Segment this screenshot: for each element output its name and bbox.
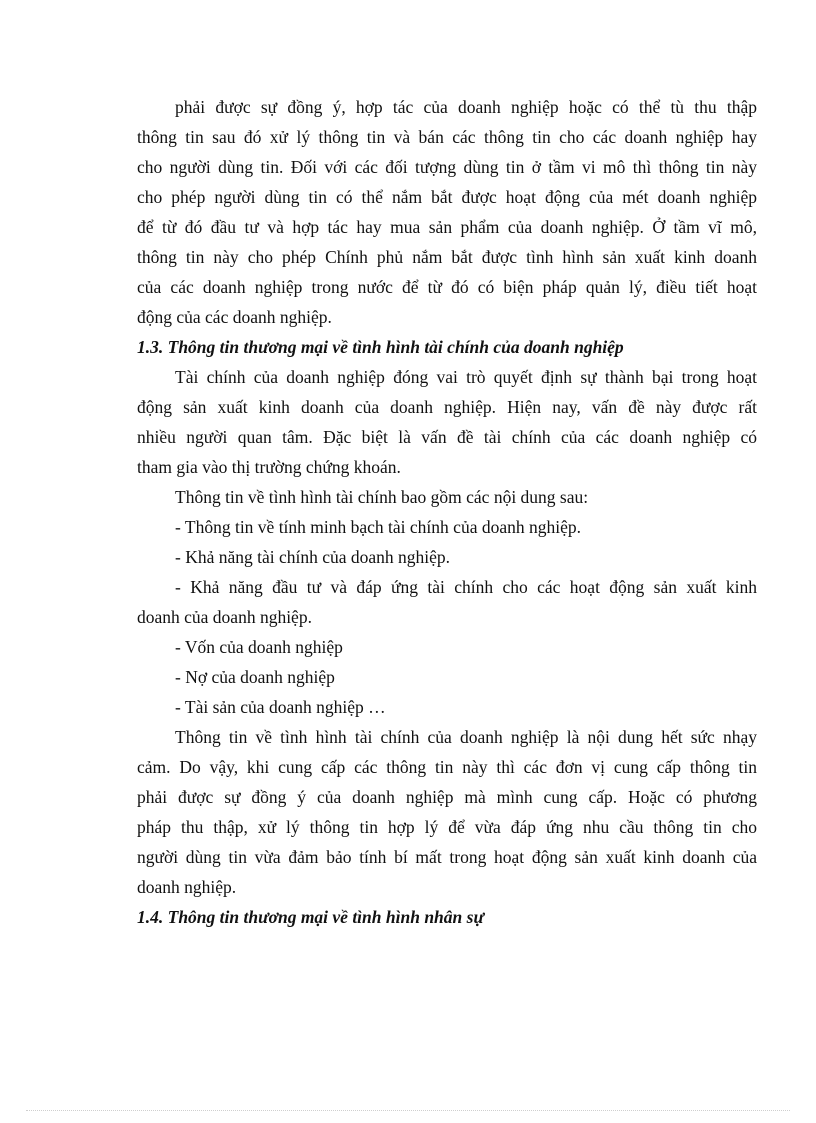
text-line: phải được sự đồng ý của doanh nghiệp mà mình cung cấp. Hoặc có phương xyxy=(137,787,757,807)
text-line: cho người dùng tin. Đối với các đối tượng dùng tin ở tầm vi mô thì thông tin này xyxy=(137,157,757,177)
list-item: - Khả năng đầu tư và đáp ứng tài chính cho các hoạt động sản xuất kinh xyxy=(175,577,757,597)
text-line: Thông tin về tình hình tài chính của doanh nghiệp là nội dung hết sức nhạy xyxy=(175,727,757,747)
paragraph-intro xyxy=(137,92,757,332)
text-line: người dùng tin vừa đảm bảo tính bí mất trong hoạt động sản xuất kinh doanh của xyxy=(137,847,757,867)
text-line: thông tin sau đó xử lý thông tin và bán các thông tin cho các doanh nghiệp hay xyxy=(137,127,757,147)
text-line: Tài chính của doanh nghiệp đóng vai trò quyết định sự thành bại trong hoạt xyxy=(175,367,757,387)
bullet-list xyxy=(137,512,757,722)
paragraph-finance xyxy=(137,362,757,482)
text-line: động của các doanh nghiệp. xyxy=(137,307,332,327)
footer-divider xyxy=(26,1110,790,1111)
text-line: của các doanh nghiệp trong nước để từ đó có biện pháp quản lý, điều tiết hoạt xyxy=(137,277,757,297)
list-item-continuation: doanh của doanh nghiệp. xyxy=(137,607,312,627)
text-line: nhiều người quan tâm. Đặc biệt là vấn đề tài chính của các doanh nghiệp có xyxy=(137,427,757,447)
text-line: cảm. Do vậy, khi cung cấp các thông tin này thì các đơn vị cung cấp thông tin xyxy=(137,757,757,777)
text-line: cho phép người dùng tin có thể nắm bắt được hoạt động của mét doanh nghiệp xyxy=(137,187,757,207)
paragraph-sensitivity xyxy=(137,722,757,902)
paragraph-content-intro: Thông tin về tình hình tài chính bao gồm các nội dung sau: xyxy=(175,487,589,507)
list-item: - Khả năng tài chính của doanh nghiệp. xyxy=(175,547,451,567)
text-line: doanh nghiệp. xyxy=(137,877,237,897)
list-item: - Thông tin về tính minh bạch tài chính của doanh nghiệp. xyxy=(175,517,581,537)
text-line: để từ đó đầu tư và hợp tác hay mua sản phẩm của doanh nghiệp. Ở tầm vĩ mô, xyxy=(137,217,757,237)
text-line: thông tin này cho phép Chính phủ nắm bắt được tình hình sản xuất kinh doanh xyxy=(137,247,757,267)
section-heading-1-3: 1.3. Thông tin thương mại về tình hình tài chính của doanh nghiệp xyxy=(137,337,624,357)
section-heading-1-4: 1.4. Thông tin thương mại về tình hình nhân sự xyxy=(137,907,484,927)
text-line: phải được sự đồng ý, hợp tác của doanh nghiệp hoặc có thể tù thu thập xyxy=(175,97,757,117)
document-body xyxy=(137,92,757,932)
list-item: - Nợ của doanh nghiệp xyxy=(175,667,335,687)
text-line: pháp thu thập, xử lý thông tin hợp lý để vừa đáp ứng nhu cầu thông tin cho xyxy=(137,817,757,837)
text-line: tham gia vào thị trường chứng khoán. xyxy=(137,457,401,477)
text-line: động sản xuất kinh doanh của doanh nghiệp. Hiện nay, vấn đề này được rất xyxy=(137,397,757,417)
list-item: - Vốn của doanh nghiệp xyxy=(175,637,343,657)
list-item: - Tài sản của doanh nghiệp … xyxy=(175,697,386,717)
